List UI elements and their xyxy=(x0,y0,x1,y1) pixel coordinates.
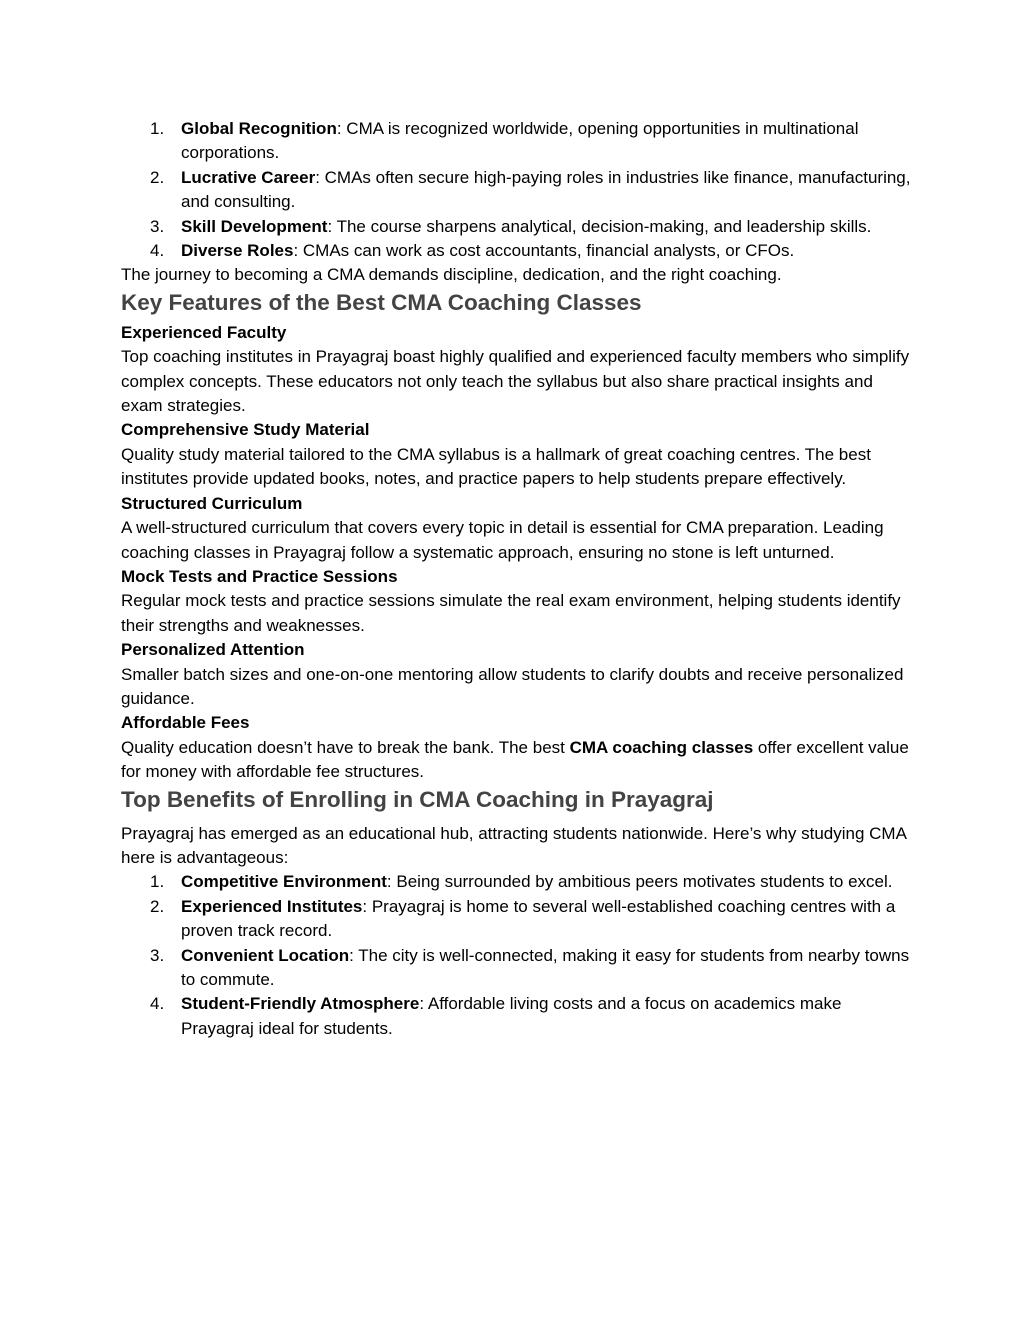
list-item-text: : CMAs often secure high-paying roles in industries like finance, manufacturing, and consulting. xyxy=(181,167,911,212)
feature-title: Comprehensive Study Material xyxy=(121,420,370,440)
list-item-term: Lucrative Career xyxy=(181,167,316,187)
list-item xyxy=(121,215,911,239)
benefits-section xyxy=(121,822,911,1042)
list-number: 3. xyxy=(150,216,165,236)
list-item-text: : Affordable living costs and a focus on academics make Prayagraj ideal for students. xyxy=(181,994,842,1038)
feature-title: Structured Curriculum xyxy=(121,493,303,513)
list-item-term: Convenient Location xyxy=(181,945,350,965)
feature-text: Top coaching institutes in Prayagraj boast highly qualified and experienced faculty members who simplify complex concepts. These educators not only teach the syllabus but also share practical insights and exam strategies. xyxy=(121,347,910,416)
list-number: 4. xyxy=(150,994,165,1014)
list-item-text: : CMAs can work as cost accountants, financial analysts, or CFOs. xyxy=(293,241,795,261)
list-item xyxy=(121,992,911,1041)
fees-text xyxy=(121,736,911,785)
list-item-text: : The course sharpens analytical, decision-making, and leadership skills. xyxy=(327,216,872,236)
features-heading: Key Features of the Best CMA Coaching Classes xyxy=(121,289,642,315)
fees-title: Affordable Fees xyxy=(121,713,250,733)
fees-text-after: offer excellent value for money with affordable fee structures. xyxy=(121,737,909,782)
intro-closing-paragraph: The journey to becoming a CMA demands discipline, dedication, and the right coaching. xyxy=(121,265,782,285)
features-section xyxy=(121,321,911,785)
list-item-text: : The city is well-connected, making it easy for students from nearby towns to commute. xyxy=(181,945,910,989)
list-item-text: : Being surrounded by ambitious peers motivates students to excel. xyxy=(386,872,893,892)
list-item xyxy=(121,239,911,263)
list-item-term: Experienced Institutes xyxy=(181,896,363,916)
feature-title: Personalized Attention xyxy=(121,640,305,660)
list-number: 1. xyxy=(150,119,165,138)
feature-text: A well-structured curriculum that covers every topic in detail is essential for CMA preparation. Leading coaching classes in Prayagraj follow a systematic approach, ensuring no stone is left unturned. xyxy=(121,518,884,562)
list-item-text: : CMA is recognized worldwide, opening opportunities in multinational corporations. xyxy=(181,119,859,163)
feature-text: Smaller batch sizes and one-on-one mentoring allow students to clarify doubts and receive personalized guidance. xyxy=(121,664,904,708)
list-item-term: Competitive Environment xyxy=(181,872,387,892)
list-item-term: Global Recognition xyxy=(181,119,337,138)
document-page xyxy=(121,117,911,1041)
list-item-term: Skill Development xyxy=(181,216,328,236)
feature-title: Mock Tests and Practice Sessions xyxy=(121,566,398,586)
list-item-term: Diverse Roles xyxy=(181,241,294,261)
list-item xyxy=(121,895,911,944)
list-item-term: Student-Friendly Atmosphere xyxy=(181,994,420,1014)
feature-text: Quality study material tailored to the CMA syllabus is a hallmark of great coaching centres. The best institutes provide updated books, notes, and practice papers to help students prepare effectively. xyxy=(121,444,871,489)
list-number: 1. xyxy=(150,872,165,892)
intro-benefits-list xyxy=(121,117,911,263)
list-item xyxy=(121,117,911,166)
list-item xyxy=(121,166,911,215)
benefits-intro: Prayagraj has emerged as an educational hub, attracting students nationwide. Here’s why studying CMA here is advantageous: xyxy=(121,823,906,867)
fees-text-before: Quality education doesn’t have to break the bank. The best xyxy=(121,737,570,757)
list-item xyxy=(121,944,911,993)
fees-text-bold: CMA coaching classes xyxy=(569,737,754,757)
list-item-text: : Prayagraj is home to several well-established coaching centres with a proven track record. xyxy=(181,896,896,941)
list-number: 2. xyxy=(150,167,165,187)
benefits-heading: Top Benefits of Enrolling in CMA Coaching in Prayagraj xyxy=(121,786,714,812)
list-number: 2. xyxy=(150,896,165,916)
benefits-list xyxy=(121,870,911,1041)
feature-title: Experienced Faculty xyxy=(121,322,287,342)
list-number: 3. xyxy=(150,945,165,965)
list-item xyxy=(121,870,911,894)
list-number: 4. xyxy=(150,241,165,261)
feature-text: Regular mock tests and practice sessions simulate the real exam environment, helping students identify their strengths and weaknesses. xyxy=(121,591,901,635)
